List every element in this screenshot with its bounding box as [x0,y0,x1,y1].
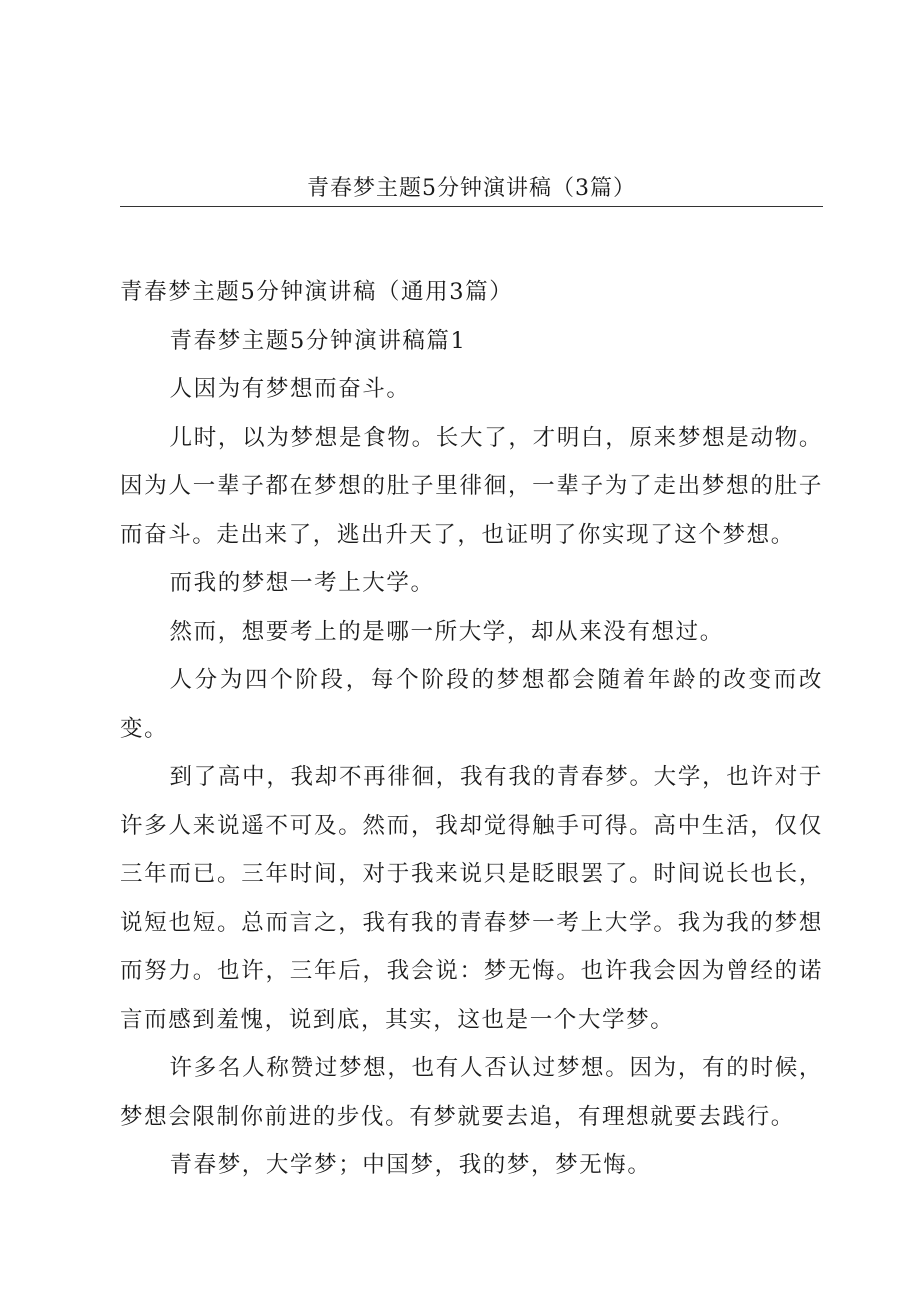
paragraph: 许多名人称赞过梦想，也有人否认过梦想。因为，有的时候，梦想会限制你前进的步伐。有梦就要去追，有理想就要去践行。 [120,1055,823,1130]
document-body [120,268,823,1190]
paragraph: 人分为四个阶段，每个阶段的梦想都会随着年龄的改变而改变。 [120,667,823,742]
paragraph: 青春梦，大学梦；中国梦，我的梦，梦无悔。 [169,1152,652,1178]
paragraph: 而我的梦想一考上大学。 [169,570,435,596]
paragraph: 然而，想要考上的是哪一所大学，却从来没有想过。 [169,618,724,645]
paragraph: 人因为有梦想而奋斗。 [169,376,411,402]
header-title: 青春梦主题5分钟演讲稿（3篇） [307,176,636,201]
document-title: 青春梦主题5分钟演讲稿（通用3篇） [120,279,514,305]
paragraph: 到了高中，我却不再徘徊，我有我的青春梦。大学，也许对于许多人来说遥不可及。然而，我却觉得触手可得。高中生活，仅仅三年而已。三年时间，对于我来说只是眨眼罢了。时间说长也长，说短也短。总而言之，我有我的青春梦一考上大学。我为我的梦想而努力。也许，三年后，我会说：梦无悔。也许我会因为曾经的诺言而感到羞愧，说到底，其实，这也是一个大学梦。 [120,764,823,1033]
section-title: 青春梦主题5分钟演讲稿篇1 [169,327,467,354]
page-header [120,172,823,207]
paragraph: 儿时，以为梦想是食物。长大了，才明白，原来梦想是动物。因为人一辈子都在梦想的肚子里徘徊，一辈子为了走出梦想的肚子而奋斗。走出来了，逃出升天了，也证明了你实现了这个梦想。 [120,424,823,548]
